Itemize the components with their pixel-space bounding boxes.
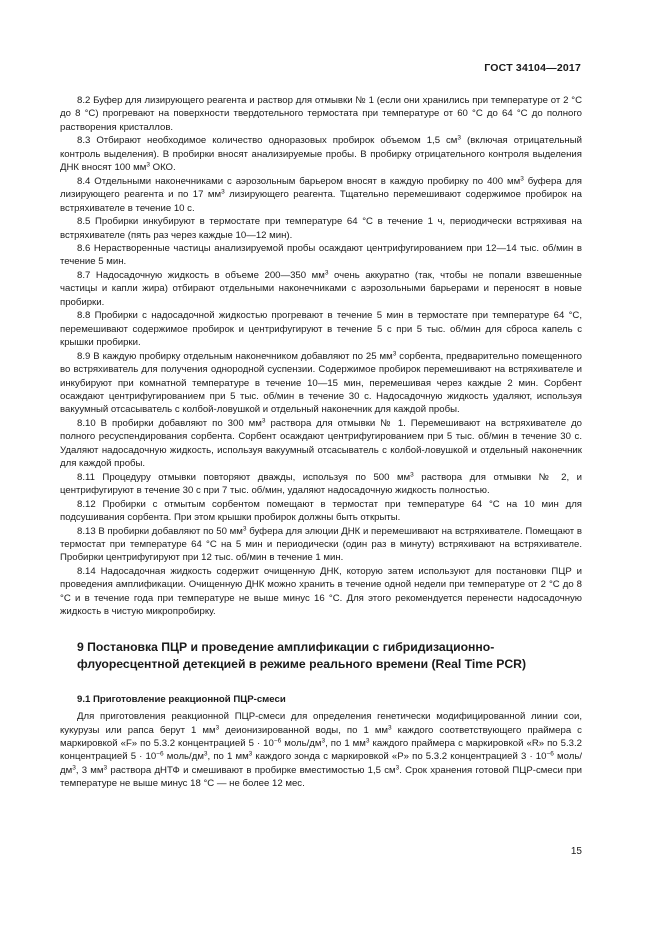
paragraph-8-4: 8.4 Отдельными наконечниками с аэрозольным барьером вносят в каждую пробирку по 400 $мм^3$ буфера для лизирующего реагента и по 17 $мм^3$ лизирующего реагента. Тщательно перемешивают содержимое пробирок на встряхивателе в течение 10 с. <box>60 175 583 214</box>
paragraph-8-14: 8.14 Надосадочная жидкость содержит очищенную ДНК, которую затем используют для постановки ПЦР и проведения амплификации. Очищенную ДНК можно хранить в течение одной недели при температуре от 2 °С до 8 °С и в течение года при температуре не выше минус 16 °С. Для этого рекомендуется перенести надосадочную жидкость в чистую микропробирку. <box>60 565 582 618</box>
paragraph-9-1: Для приготовления реакционной ПЦР-смеси для определения генетически модифицированной линии сои, кукурузы или рапса берут 1 $мм^3$ деионизированной воды, по 1 $мм^3$ каждого соответствующего праймера с маркировкой «F» по 5.3.2 концентрацией $5 \cdot 10^{-6}$ моль/$дм^3$, по 1 $мм^3$ каждого праймера с маркировкой «R» по 5.3.2 концентрацией $5 \cdot 10^{-6}$ моль/$дм^3$, по 1 $мм^3$ каждого зонда с маркировкой «P» по 5.3.2 концентрацией $3 \cdot 10^{-6}$ моль/$дм^3$, 3 $мм^3$ раствора дНТФ и смешивают в пробирке вместимостью 1,5 $см^3$. Срок хранения готовой ПЦР-смеси при температуре не выше минус 18 °С — не более 12 мес. <box>60 711 582 790</box>
paragraph-8-5: 8.5 Пробирки инкубируют в термостате при температуре 64 °С в течение 1 ч, периодически встряхивая на встряхивателе (пять раз через каждые 10—12 мин). <box>60 216 582 241</box>
paragraph-8-12: 8.12 Пробирки с отмытым сорбентом помещают в термостат при температуре 64 °С на 10 мин для подсушивания сорбента. При этом крышки пробирок должны быть открыты. <box>60 498 582 524</box>
paragraph-8-11: 8.11 Процедуру отмывки повторяют дважды, используя по 500 $мм^3$ раствора для отмывки № 2, и центрифугируют в течение 30 с при 7 тыс. об/мин, удаляют надосадочную жидкость полностью. <box>60 471 582 497</box>
section-9-heading: 9 Постановка ПЦР и проведение амплификации с гибридизационно-флуоресцентной детекцией в режиме реального времени (Real Time PCR) <box>77 639 527 671</box>
subsection-9-1-heading: 9.1 Приготовление реакционной ПЦР-смеси <box>77 693 286 705</box>
paragraph-8-13: 8.13 В пробирки добавляют по 50 $мм^3$ буфера для элюции ДНК и перемешивают на встряхивателе. Помещают в термостат при температуре 64 °С на 5 мин и периодически (один раз в минуту) встряхивают на встряхивателе. Пробирки центрифугируют при 12 тыс. об/мин в течение 1 мин. <box>60 525 582 564</box>
paragraph-8-10: 8.10 В пробирки добавляют по 300 $мм^3$ раствора для отмывки № 1. Перемешивают на встряхивателе до полного ресуспендирования сорбента. Сорбент осаждают центрифугированием при 5 тыс. об/мин в течение 30 с. Удаляют надосадочную жидкость, используя вакуумный отсасыватель с колбой-ловушкой и отдельный наконечник для каждой пробы. <box>60 417 582 470</box>
page-number: 15 <box>570 846 582 857</box>
paragraph-8-3: 8.3 Отбирают необходимое количество одноразовых пробирок объемом 1,5 $см^3$ (включая отрицательный контроль выделения). В пробирки вносят анализируемые пробы. В пробирку отрицательного контроля выделения ДНК вносят 100 $мм^3$ ОКО. <box>60 134 582 174</box>
paragraph-8-6: 8.6 Нерастворенные частицы анализируемой пробы осаждают центрифугированием при 12—14 тыс. об/мин в течение 5 мин. <box>60 242 582 268</box>
paragraph-8-8: 8.8 Пробирки с надосадочной жидкостью прогревают в течение 5 мин в термостате при температуре 64 °С, перемешивают содержимое пробирок и центрифугируют в течение 5 с при 5 тыс. об/мин для сброса капель с крышки пробирки. <box>60 310 582 349</box>
section-8-paragraphs <box>60 94 582 619</box>
paragraph-8-9: 8.9 В каждую пробирку отдельным наконечником добавляют по 25 $мм^3$ сорбента, предварительно помещенного во встряхиватель для получения однородной суспензии. Содержимое пробирок перемешивают на встряхивателе и инкубируют при комнатной температуре в течение 10—15 мин, перемешивая через каждые 2 мин. Сорбент осаждают центрифугированием при 5 тыс. об/мин в течение 30 с. Надосадочную жидкость удаляют, используя вакуумный отсасыватель с колбой-ловушкой и отдельный наконечник для каждой пробы. <box>60 350 582 416</box>
standard-number-header: ГОСТ 34104—2017 <box>484 62 581 74</box>
paragraph-8-2: 8.2 Буфер для лизирующего реагента и раствор для отмывки № 1 (если они хранились при температуре от 2 °С до 8 °С) прогревают на поверхности твердотельного термостата при температуре от 60 °С до 64 °С до полного растворения кристаллов. <box>60 95 582 133</box>
paragraph-8-7: 8.7 Надосадочную жидкость в объеме 200—350 $мм^3$ очень аккуратно (так, чтобы не попали взвешенные частицы и капли жира) отбирают отдельными наконечниками с аэрозольными барьерами и переносят в новые пробирки. <box>60 269 583 308</box>
document-body <box>60 94 582 791</box>
